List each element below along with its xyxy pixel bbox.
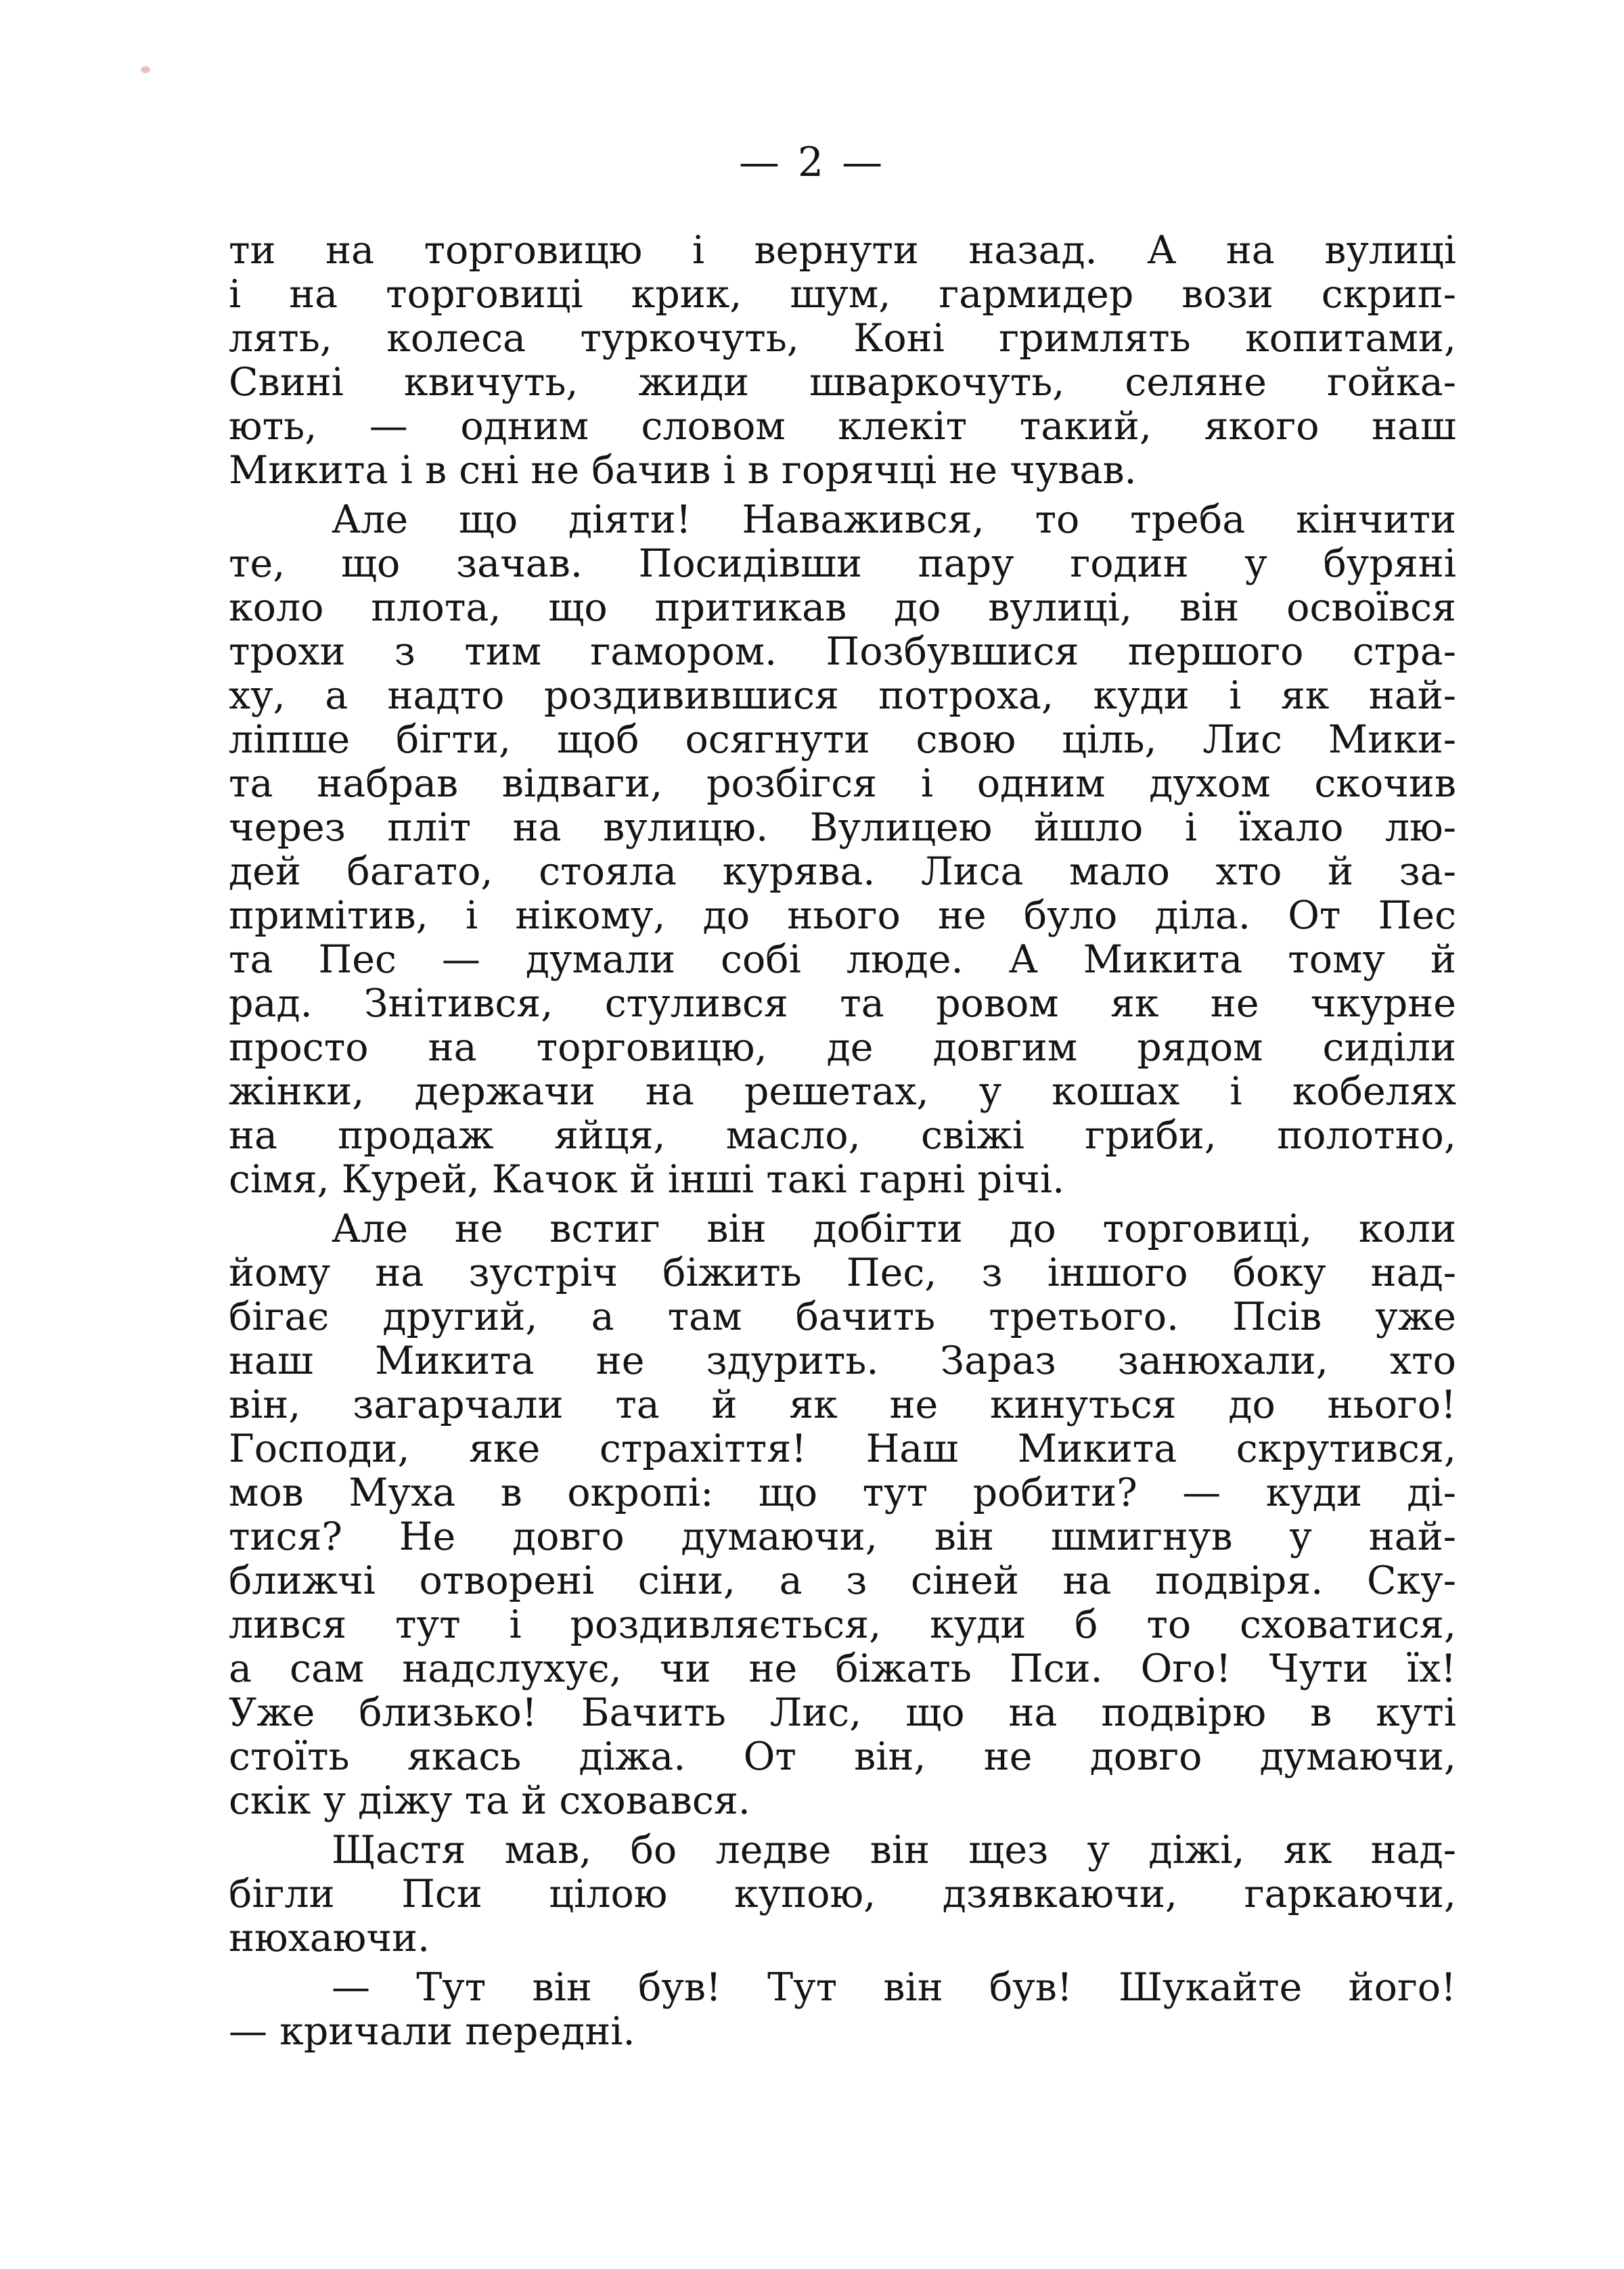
text-line: тися? Не довго думаючи, він шмигнув у най- bbox=[229, 1515, 1456, 1559]
text-line: нюхаючи. bbox=[229, 1916, 430, 1960]
text-line: лився тут і роздивляється, куди б то сховатися, bbox=[229, 1603, 1456, 1647]
text-line: лять, колеса туркочуть, Коні гримлять копитами, bbox=[229, 317, 1456, 361]
paragraph bbox=[229, 498, 1456, 1202]
text-line: на продаж яйця, масло, свіжі гриби, полотно, bbox=[229, 1114, 1456, 1158]
text-line: йому на зустріч біжить Пес, з іншого боку над- bbox=[229, 1251, 1456, 1295]
text-line: Свині квичуть, жиди шваркочуть, селяне гойка- bbox=[229, 361, 1456, 405]
paragraph bbox=[229, 1966, 1456, 2054]
paragraph-gap bbox=[229, 493, 1456, 498]
text-line: та Пес — думали собі люде. А Микита тому й bbox=[229, 938, 1456, 982]
text-line: бігає другий, а там бачить третього. Псів уже bbox=[229, 1295, 1456, 1339]
text-line: ти на торговицю і вернути назад. А на вулиці bbox=[229, 229, 1456, 273]
text-line: сімя, Курей, Качок й інші такі гарні річі. bbox=[229, 1158, 1065, 1202]
text-line: Але не встиг він добігти до торговиці, коли bbox=[332, 1207, 1456, 1251]
text-line: трохи з тим гамором. Позбувшися першого стра- bbox=[229, 630, 1456, 674]
text-line: скік у діжу та й сховався. bbox=[229, 1779, 750, 1823]
text-line: через пліт на вулицю. Вулицею йшло і їхало лю- bbox=[229, 806, 1456, 850]
paragraph bbox=[229, 229, 1456, 493]
paragraph-gap bbox=[229, 1960, 1456, 1966]
text-line: просто на торговицю, де довгим рядом сиділи bbox=[229, 1026, 1456, 1070]
text-line: коло плота, що притикав до вулиці, він освоївся bbox=[229, 586, 1456, 630]
text-line: ху, а надто роздивившися потроха, куди і як най- bbox=[229, 674, 1456, 718]
text-line: стоїть якась діжа. От він, не довго думаючи, bbox=[229, 1735, 1456, 1779]
page-text bbox=[229, 229, 1456, 2054]
text-line: Уже близько! Бачить Лис, що на подвірю в куті bbox=[229, 1691, 1456, 1735]
paragraph bbox=[229, 1828, 1456, 1960]
page-number: — 2 — bbox=[738, 139, 886, 186]
paragraph-gap bbox=[229, 1823, 1456, 1828]
text-line: бігли Пси цілою купою, дзявкаючи, гаркаючи, bbox=[229, 1872, 1456, 1916]
text-line: та набрав відваги, розбігся і одним духом скочив bbox=[229, 762, 1456, 806]
text-line: те, що зачав. Посидівши пару годин у буряні bbox=[229, 542, 1456, 586]
text-line: Господи, яке страхіття! Наш Микита скрутився, bbox=[229, 1427, 1456, 1471]
text-line: Щастя мав, бо ледве він щез у діжі, як над- bbox=[332, 1828, 1456, 1872]
text-line: він, загарчали та й як не кинуться до нього! bbox=[229, 1383, 1456, 1427]
text-line: дей багато, стояла курява. Лиса мало хто й за- bbox=[229, 850, 1456, 894]
paragraph-gap bbox=[229, 1202, 1456, 1207]
paragraph bbox=[229, 1207, 1456, 1823]
text-line: мов Муха в окропі: що тут робити? — куди ді- bbox=[229, 1471, 1456, 1515]
text-line: Але що діяти! Наважився, то треба кінчити bbox=[332, 498, 1456, 542]
text-line: ють, — одним словом клекіт такий, якого наш bbox=[229, 405, 1456, 449]
text-line: — Тут він був! Тут він був! Шукайте його! bbox=[332, 1966, 1456, 2010]
text-line: і на торговиці крик, шум, гармидер вози скрип- bbox=[229, 273, 1456, 317]
text-line: а сам надслухує, чи не біжать Пси. Ого! Чути їх! bbox=[229, 1647, 1456, 1691]
text-line: примітив, і нікому, до нього не було діла. От Пес bbox=[229, 894, 1456, 938]
print-speck bbox=[141, 66, 150, 73]
text-line: жінки, держачи на решетах, у кошах і кобелях bbox=[229, 1070, 1456, 1114]
text-line: наш Микита не здурить. Зараз занюхали, хто bbox=[229, 1339, 1456, 1383]
text-line: — кричали передні. bbox=[229, 2010, 635, 2054]
text-line: Микита і в сні не бачив і в горячці не чував. bbox=[229, 449, 1137, 493]
text-line: рад. Знітився, стулився та ровом як не чкурне bbox=[229, 982, 1456, 1026]
text-line: ближчі отворені сіни, а з сіней на подвіря. Ску- bbox=[229, 1559, 1456, 1603]
text-line: ліпше бігти, щоб осягнути свою ціль, Лис Мики- bbox=[229, 718, 1456, 762]
